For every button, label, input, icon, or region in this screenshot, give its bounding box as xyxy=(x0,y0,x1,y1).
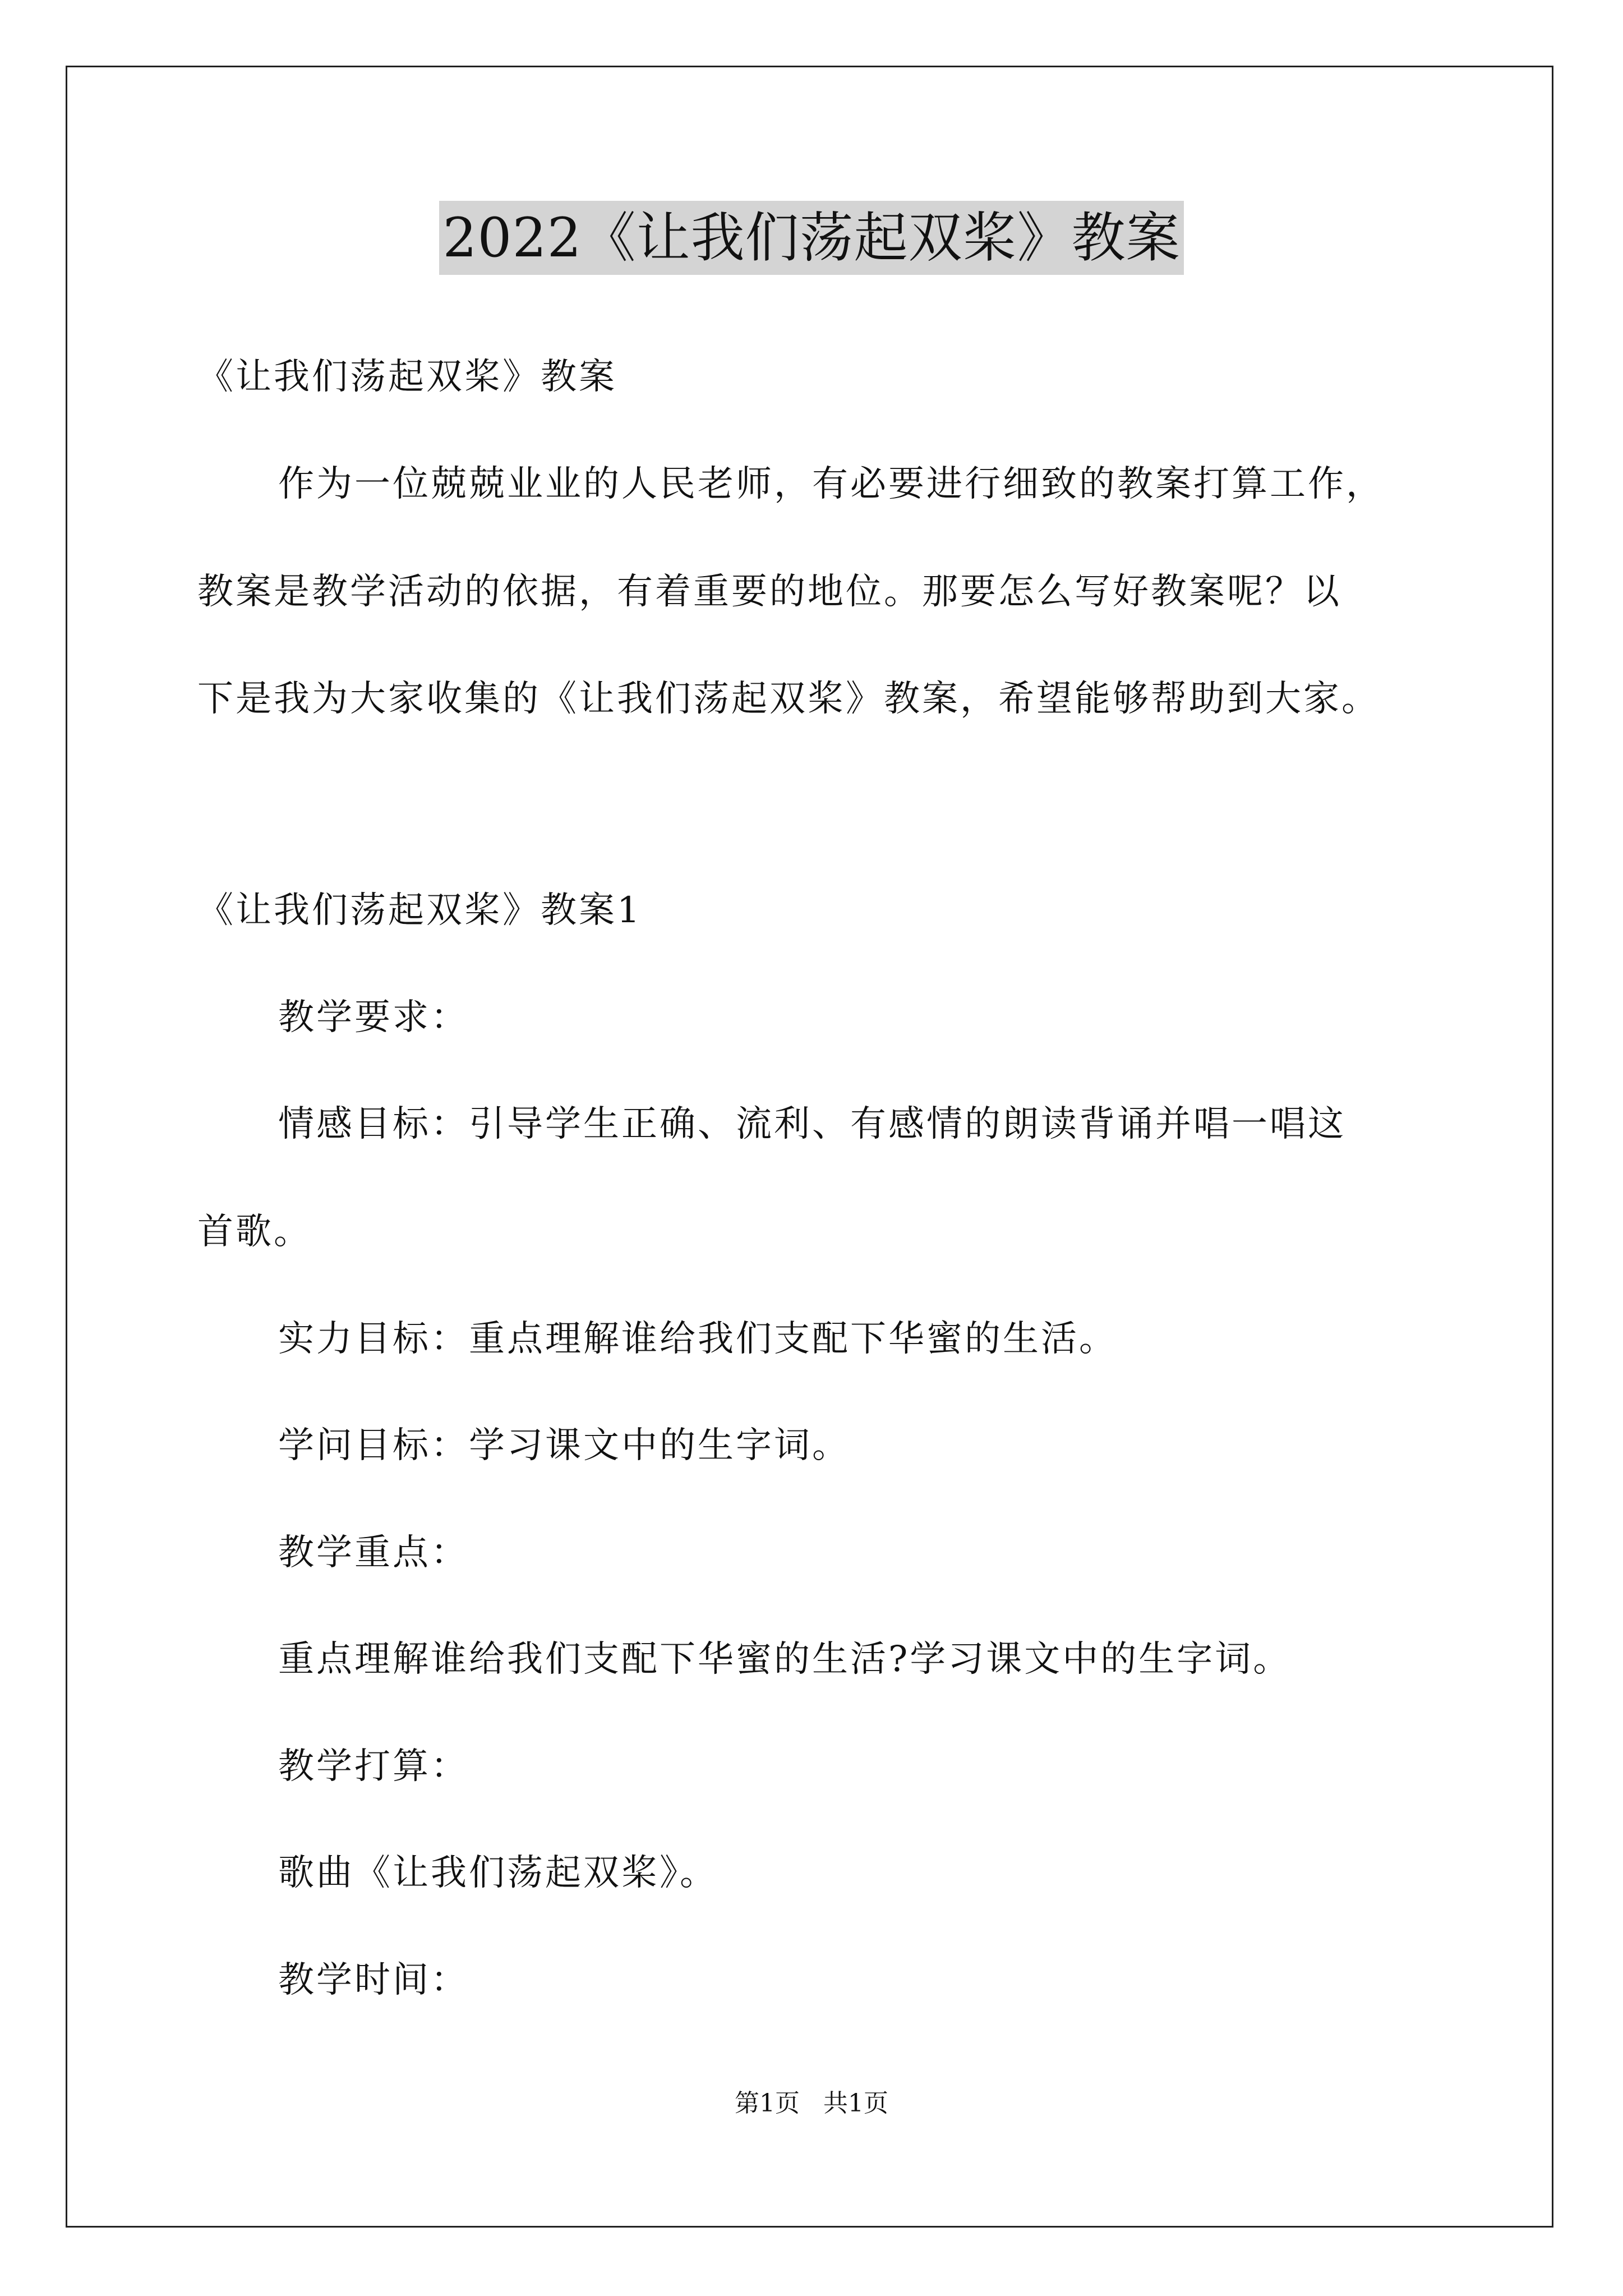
body-line: 情感目标：引导学生正确、流利、有感情的朗读背诵并唱一唱这 xyxy=(278,1103,1346,1145)
body-line: 实力目标：重点理解谁给我们支配下华蜜的生活。 xyxy=(278,1318,1117,1360)
subtitle-line: 《让我们荡起双桨》教案 xyxy=(197,356,617,398)
body-line: 首歌。 xyxy=(197,1211,312,1253)
body-line: 教学打算： xyxy=(278,1746,469,1787)
intro-paragraph-line: 下是我为大家收集的《让我们荡起双桨》教案，希望能够帮助到大家。 xyxy=(197,678,1380,720)
page-number-footer: 第1页 共1页 xyxy=(735,2089,888,2118)
intro-paragraph-line: 教案是教学活动的依据，有着重要的地位。那要怎么写好教案呢？以 xyxy=(197,571,1341,613)
body-line: 教学要求： xyxy=(278,997,469,1038)
document-title: 2022《让我们荡起双桨》教案 xyxy=(439,201,1183,275)
body-line: 重点理解谁给我们支配下华蜜的生活?学习课文中的生字词。 xyxy=(278,1639,1292,1680)
body-line: 教学时间： xyxy=(278,1959,469,2001)
intro-paragraph-line: 作为一位兢兢业业的人民老师，有必要进行细致的教案打算工作， xyxy=(278,463,1384,505)
section-heading: 《让我们荡起双桨》教案1 xyxy=(197,890,642,931)
body-line: 歌曲《让我们荡起双桨》。 xyxy=(278,1852,718,1894)
body-line: 学问目标：学习课文中的生字词。 xyxy=(278,1425,850,1466)
body-line: 教学重点： xyxy=(278,1532,469,1573)
title-container xyxy=(0,201,1623,275)
